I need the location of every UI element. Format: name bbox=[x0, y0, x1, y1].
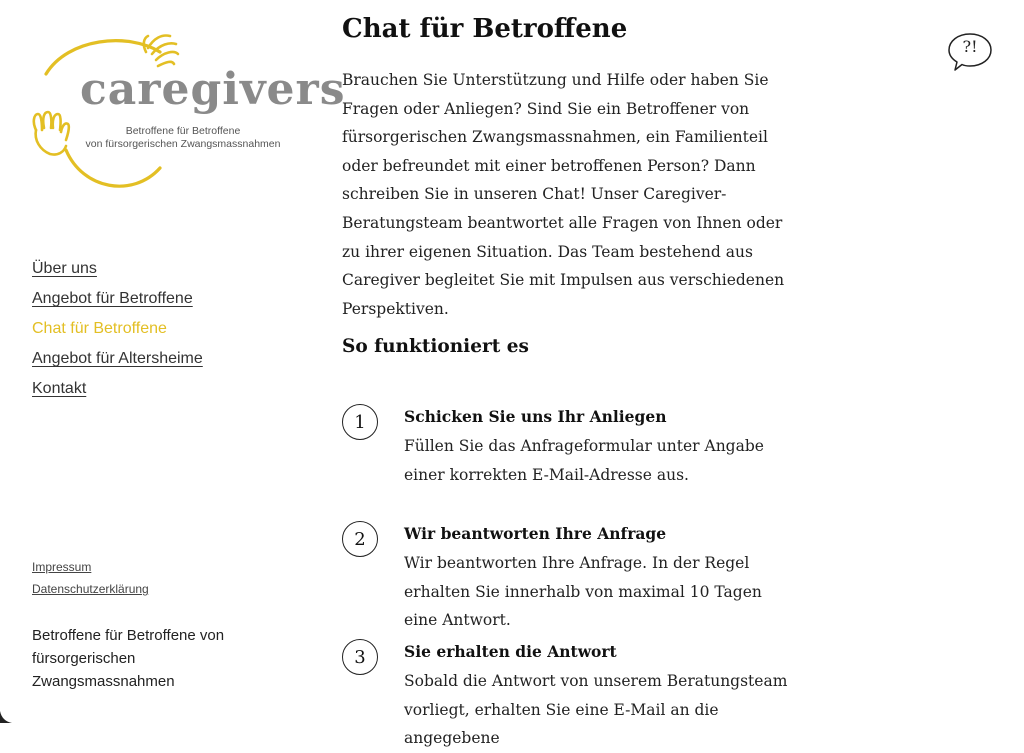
site-logo[interactable] bbox=[28, 30, 346, 195]
logo-subtitle-line1: Betroffene für Betroffene bbox=[125, 125, 241, 137]
nav-link-angebot-altersheime[interactable]: Angebot für Altersheime bbox=[32, 350, 203, 367]
help-button-label: ?! bbox=[962, 37, 978, 56]
step-text: Wir beantworten Ihre Anfrage. In der Regel erhalten Sie innerhalb von maximal 10 Tagen eine Antwort. bbox=[404, 554, 762, 630]
step-number-circle: 3 bbox=[342, 639, 378, 675]
step-number-circle: 2 bbox=[342, 521, 378, 557]
step-text: Sobald die Antwort von unserem Beratungsteam vorliegt, erhalten Sie eine E-Mail an die angegebene bbox=[404, 672, 788, 748]
page-title: Chat für Betroffene bbox=[342, 14, 628, 44]
nav-link-chat-active[interactable]: Chat für Betroffene bbox=[32, 320, 167, 337]
nav-link-ueber-uns[interactable]: Über uns bbox=[32, 260, 97, 277]
nav-link-kontakt[interactable]: Kontakt bbox=[32, 380, 87, 397]
sidebar bbox=[0, 0, 346, 723]
help-chat-button[interactable] bbox=[946, 30, 994, 74]
privacy-link[interactable]: Datenschutzerklärung bbox=[32, 582, 149, 596]
logo-subtitle-line2: von fürsorgerischen Zwangsmassnahmen bbox=[85, 138, 281, 150]
logo-wordmark: caregivers bbox=[80, 64, 346, 115]
nav-item-angebot-altersheime bbox=[32, 348, 203, 378]
step-number-circle: 1 bbox=[342, 404, 378, 440]
window-corner bbox=[0, 711, 12, 723]
step-title: Sie erhalten die Antwort bbox=[404, 642, 617, 661]
nav-item-ueber-uns bbox=[32, 258, 203, 288]
nav-link-angebot-betroffene[interactable]: Angebot für Betroffene bbox=[32, 290, 193, 307]
impressum-link[interactable]: Impressum bbox=[32, 560, 92, 574]
footer-tagline: Betroffene für Betroffene von fürsorgerischen Zwangsmassnahmen bbox=[32, 627, 225, 690]
logo-subtitle bbox=[78, 125, 288, 151]
main-navigation bbox=[32, 258, 203, 408]
nav-item-angebot-betroffene bbox=[32, 288, 203, 318]
step-title: Schicken Sie uns Ihr Anliegen bbox=[404, 407, 667, 426]
step-title: Wir beantworten Ihre Anfrage bbox=[404, 524, 667, 543]
step-text: Füllen Sie das Anfrageformular unter Angabe einer korrekten E-Mail-Adresse aus. bbox=[404, 437, 764, 484]
intro-paragraph: Brauchen Sie Unterstützung und Hilfe oder haben Sie Fragen oder Anliegen? Sind Sie ein Betroffener von fürsorgerischen Zwangsmassnahmen, ein Familienteil oder befreundet mit einer betroffenen Person? Dann schreiben Sie in unseren Chat! Unser Caregiver-Beratungsteam beantwortet alle Fragen von Ihnen oder zu ihrer eigenen Situation. Das Team bestehend aus Caregiver begleitet Sie mit Impulsen aus verschiedenen Perspektiven. bbox=[342, 71, 785, 318]
nav-item-chat bbox=[32, 318, 203, 348]
legal-links bbox=[32, 556, 149, 600]
nav-item-kontakt bbox=[32, 378, 203, 408]
how-it-works-heading: So funktioniert es bbox=[342, 336, 529, 357]
